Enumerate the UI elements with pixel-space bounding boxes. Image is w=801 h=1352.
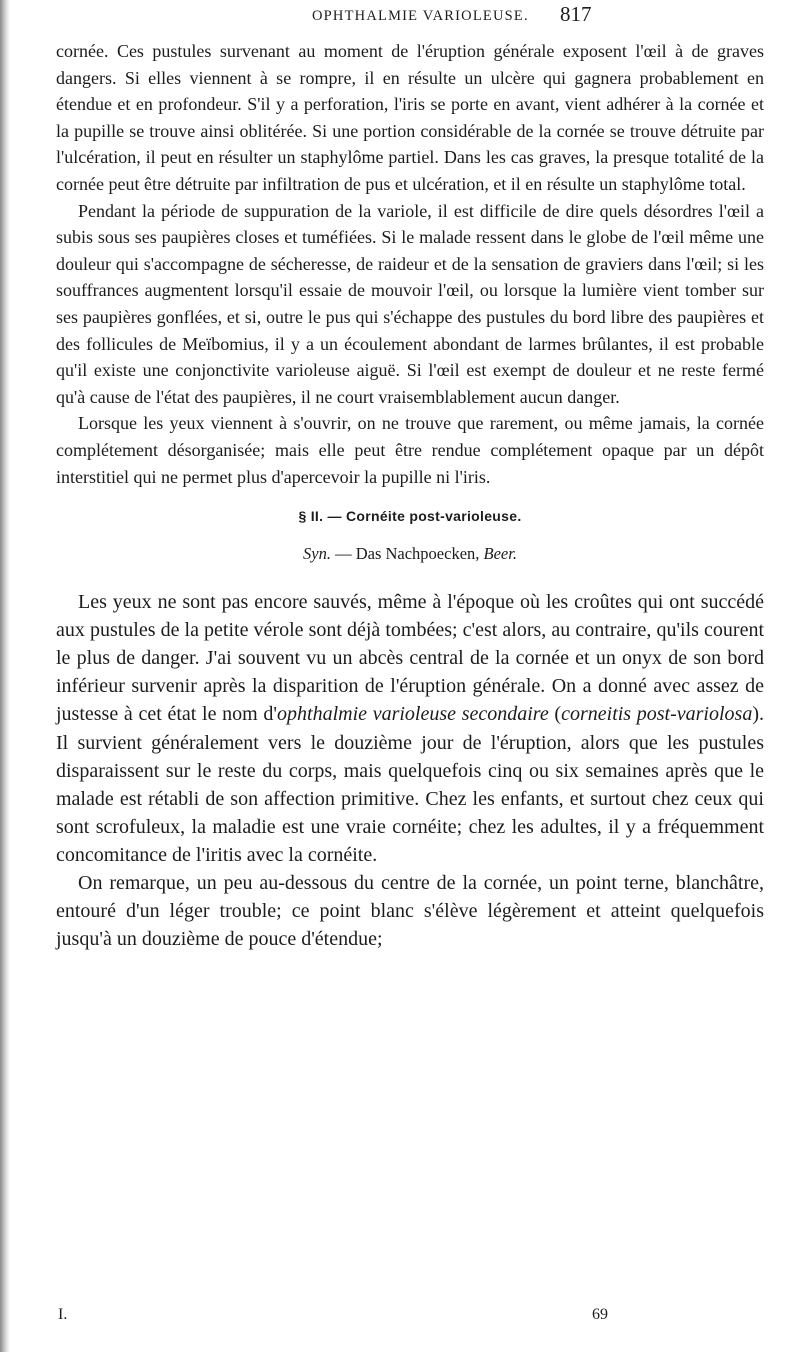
synonym-line <box>56 544 764 568</box>
synonym-text: — Das Nachpoecken, <box>330 544 484 564</box>
page-header <box>248 2 648 30</box>
signature-mark: I. <box>58 1306 68 1323</box>
binding-shadow <box>0 0 10 1352</box>
paragraph-4-part-2: ( <box>548 703 562 726</box>
page-body <box>56 38 764 953</box>
paragraph-2: Pendant la période de suppuration de la variole, il est difficile de dire quels désordres l'œil a subis sous ses paupières closes et tuméfiées. Si le malade ressent dans le globe de l'œil même une douleur qui s'accompagne de sécheresse, de raideur et de la sensation de graviers dans l'œil; si les souffrances augmentent lorsqu'il essaie de mouvoir l'œil, ou lorsque la lumière vient tomber sur ses paupières gonflées, et si, outre le pus qui s'échappe des pustules du bord libre des paupières et des follicules de Meïbomius, il y a un écoulement abondant de larmes brûlantes, il est probable qu'il existe une conjonctivite varioleuse aiguë. Si l'œil est exempt de douleur et ne reste fermé qu'à cause de l'état des paupières, il ne court vraisemblablement aucun danger. <box>56 200 764 407</box>
paragraph-1: cornée. Ces pustules survenant au moment de l'éruption générale exposent l'œil à de graves dangers. Si elles viennent à se rompre, il en résulte un ulcère qui gagnera probablement en étendue et en profondeur. S'il y a perforation, l'iris se porte en avant, vient adhérer à la cornée et la pupille se trouve ainsi oblitérée. Si une portion considérable de la cornée se trouve détruite par l'ulcération, il peut en résulter un staphylôme partiel. Dans les cas graves, la presque totalité de la cornée peut être détruite par infiltration de pus et ulcération, et il en résulte un staphylôme total. <box>56 41 764 194</box>
paragraph-3: Lorsque les yeux viennent à s'ouvrir, on ne trouve que rarement, ou même jamais, la cornée complétement désorganisée; mais elle peut être rendue complétement opaque par un dépôt interstitiel qui ne permet plus d'apercevoir la pupille ni l'iris. <box>56 413 764 487</box>
term-corneitis: corneitis post-variolosa <box>561 703 753 726</box>
bottom-paragraphs <box>56 588 764 953</box>
page-footer <box>56 1306 764 1330</box>
synonym-author: Beer. <box>483 544 517 564</box>
term-ophthalmie: ophthalmie varioleuse secondaire <box>277 703 549 726</box>
running-head: OPHTHALMIE VARIOLEUSE. <box>312 8 529 24</box>
top-paragraphs <box>56 38 764 490</box>
paragraph-5: On remarque, un peu au-dessous du centre de la cornée, un point terne, blanchâtre, entouré d'un léger trouble; ce point blanc s'élève légèrement et atteint quelquefois jusqu'à un douzième de pouce d'étendue; <box>56 872 764 951</box>
section-heading: § II. — Cornéite post-varioleuse. <box>298 508 522 525</box>
paragraph-4-part-3: ). Il survient généralement vers le douzième jour de l'éruption, alors que les pustules disparaissent sur le reste du corps, mais quelquefois cinq ou six semaines après que le malade est rétabli de son affection primitive. Chez les enfants, et surtout chez ceux qui sont scrofuleux, la maladie est une vraie cornéite; chez les adultes, il y a fréquemment concomitance de l'iritis avec la cornéite. <box>56 703 765 866</box>
synonym-label: Syn. <box>303 544 331 564</box>
signature-number: 69 <box>592 1306 608 1323</box>
paragraph-4-part-1: Les yeux ne sont pas encore sauvés, même à l'époque où les croûtes qui ont succédé aux pustules de la petite vérole sont déjà tombées; c'est alors, au contraire, qu'ils courent le plus de danger. J'ai souvent vu un abcès central de la cornée et un onyx de son bord inférieur survenir après la disparition de l'éruption générale. On a donné avec assez de justesse à cet état le nom d' <box>56 591 764 726</box>
page-number: 817 <box>560 2 592 26</box>
paragraph-4 <box>56 588 764 869</box>
